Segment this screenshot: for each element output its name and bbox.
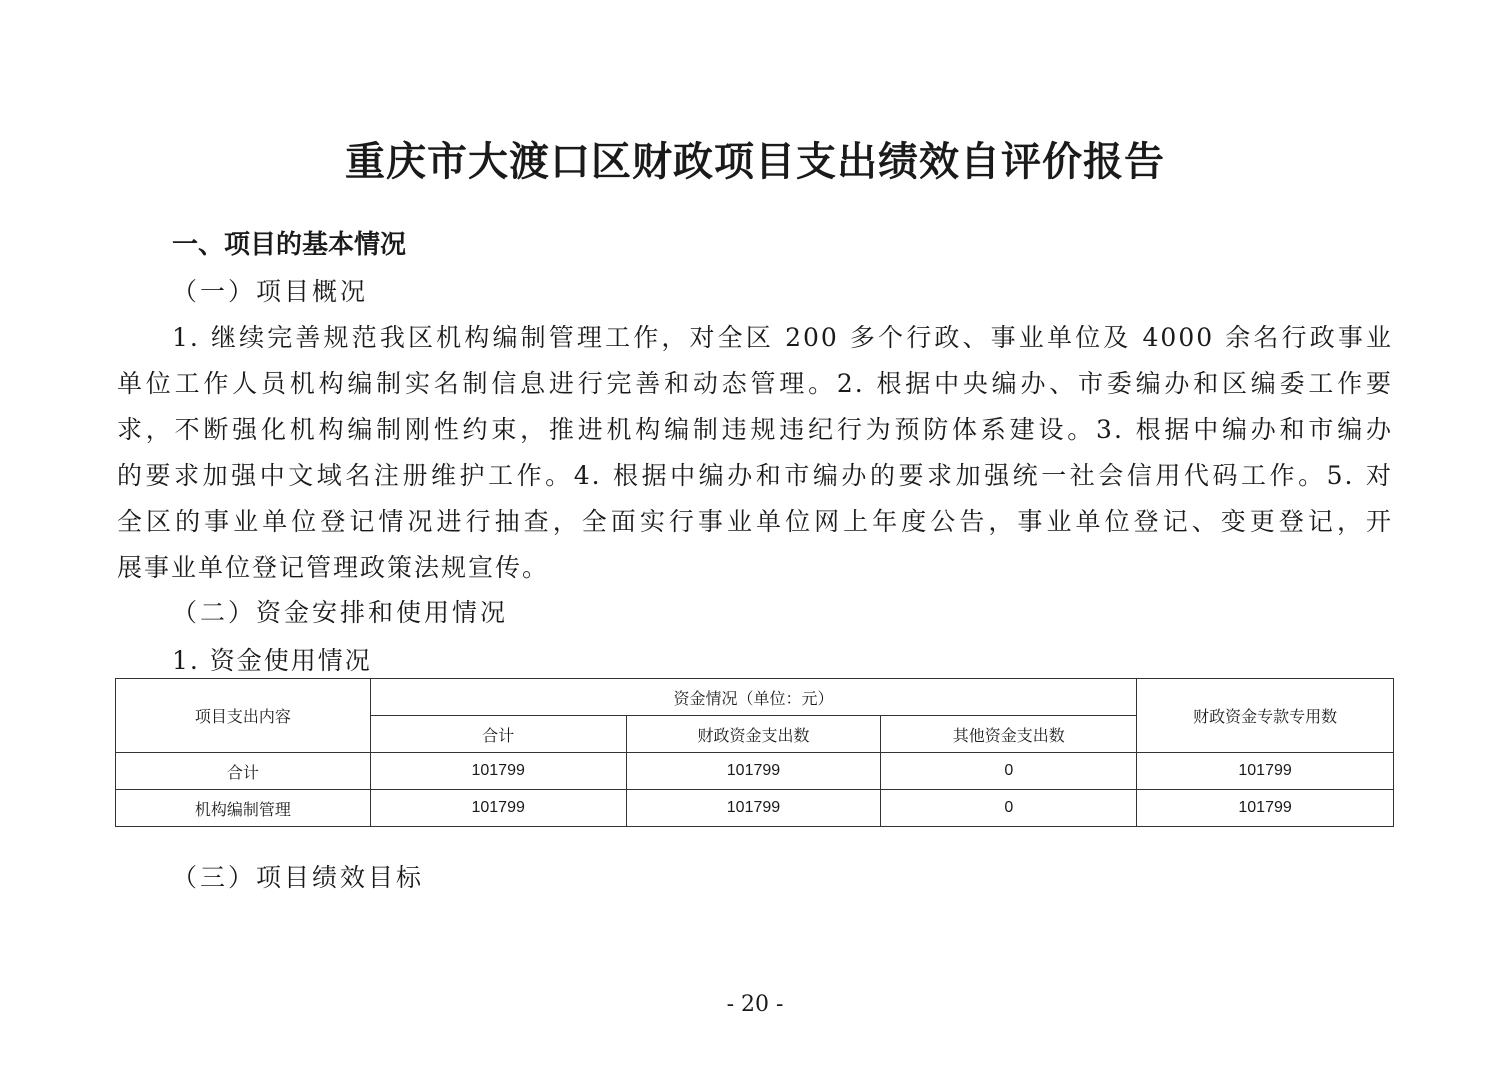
header-total: 合计 bbox=[370, 716, 626, 753]
cell-item: 合计 bbox=[116, 753, 371, 790]
cell-total: 101799 bbox=[370, 753, 626, 790]
report-title: 重庆市大渡口区财政项目支出绩效自评价报告 bbox=[345, 138, 1165, 185]
subheading-project-overview: （一）项目概况 bbox=[172, 277, 369, 306]
header-fiscal: 财政资金支出数 bbox=[626, 716, 881, 753]
cell-fiscal: 101799 bbox=[626, 753, 881, 790]
cell-special: 101799 bbox=[1137, 790, 1394, 827]
paragraph-line: 展事业单位登记管理政策法规宣传。 bbox=[117, 553, 550, 582]
cell-total: 101799 bbox=[370, 790, 626, 827]
cell-other: 0 bbox=[881, 790, 1137, 827]
cell-other: 0 bbox=[881, 753, 1137, 790]
paragraph-line: 单位工作人员机构编制实名制信息进行完善和动态管理。2. 根据中央编办、市委编办和区编委工作要 bbox=[117, 369, 1393, 398]
cell-fiscal: 101799 bbox=[626, 790, 881, 827]
cell-special: 101799 bbox=[1137, 753, 1394, 790]
subheading-fund-usage: 1. 资金使用情况 bbox=[172, 646, 372, 675]
header-funds: 资金情况（单位：元） bbox=[370, 679, 1136, 716]
cell-item: 机构编制管理 bbox=[116, 790, 371, 827]
header-special: 财政资金专款专用数 bbox=[1137, 679, 1394, 753]
paragraph-line: 的要求加强中文域名注册维护工作。4. 根据中编办和市编办的要求加强统一社会信用代码工作。5. 对 bbox=[117, 461, 1393, 490]
subheading-funding: （二）资金安排和使用情况 bbox=[172, 598, 509, 627]
section-heading-basic-info: 一、项目的基本情况 bbox=[172, 230, 407, 260]
subheading-performance-goals: （三）项目绩效目标 bbox=[172, 863, 425, 892]
paragraph-line: 全区的事业单位登记情况进行抽查，全面实行事业单位网上年度公告，事业单位登记、变更登记，开 bbox=[117, 507, 1393, 536]
table-row bbox=[116, 790, 1394, 827]
header-other: 其他资金支出数 bbox=[881, 716, 1137, 753]
header-item: 项目支出内容 bbox=[116, 679, 371, 753]
table-row bbox=[116, 753, 1394, 790]
page-number: - 20 - bbox=[726, 992, 784, 1017]
fund-usage-table bbox=[115, 678, 1394, 827]
paragraph-line: 1. 继续完善规范我区机构编制管理工作，对全区 200 多个行政、事业单位及 4000 余名行政事业 bbox=[172, 323, 1393, 352]
paragraph-line: 求，不断强化机构编制刚性约束，推进机构编制违规违纪行为预防体系建设。3. 根据中编办和市编办 bbox=[117, 415, 1393, 444]
